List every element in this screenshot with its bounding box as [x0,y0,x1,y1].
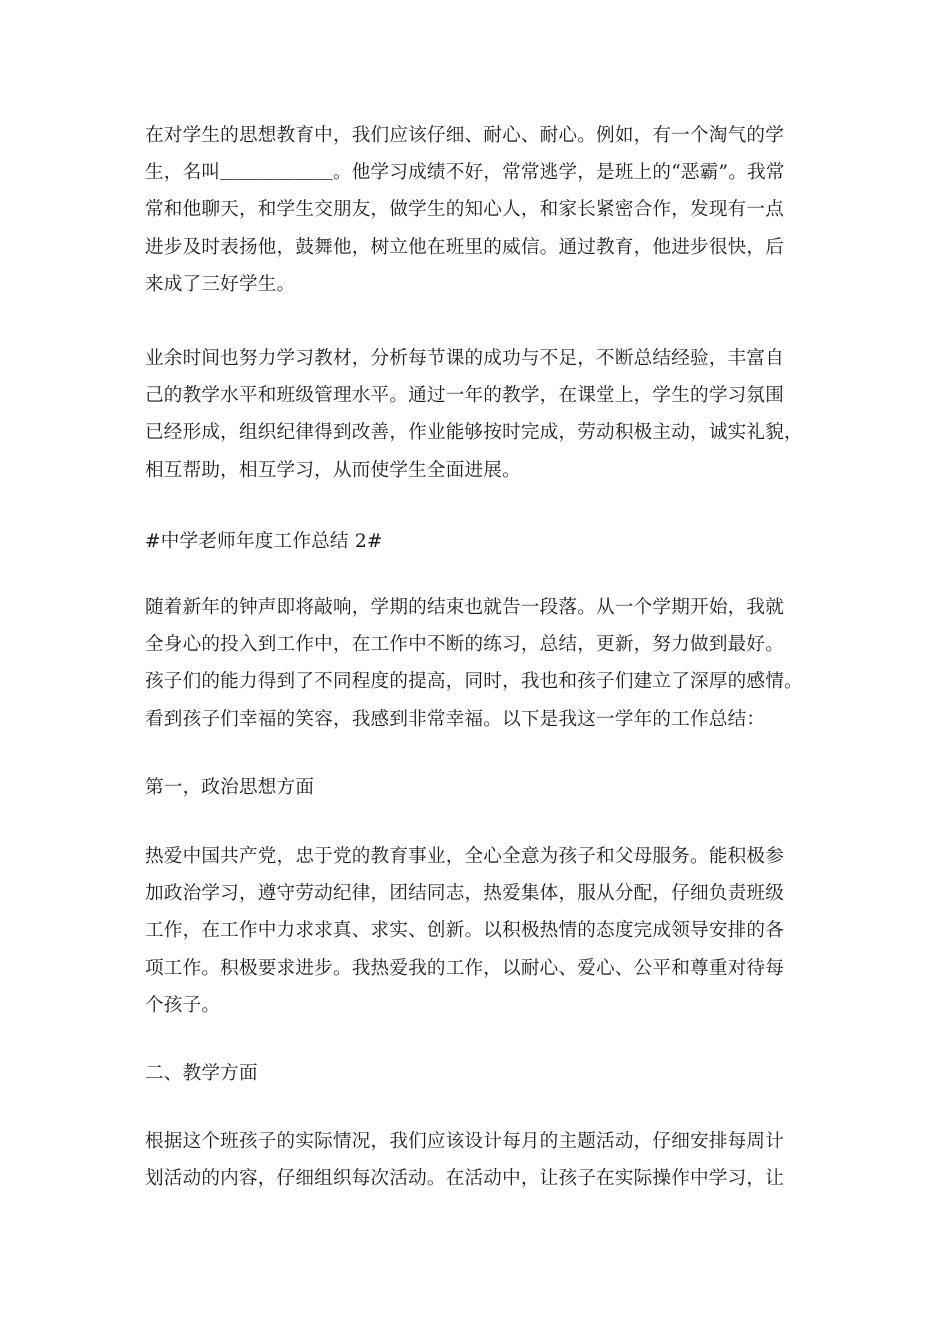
paragraph-intro [145,589,805,738]
text-line: 常和他聊天，和学生交朋友，做学生的知心人，和家长紧密合作，发现有一点 [145,199,784,221]
heading-line: 二、教学方面 [145,1063,258,1084]
paragraph-teaching [145,1123,805,1197]
heading-line: #中学老师年度工作总结 2# [145,531,383,552]
text-line: 相互帮助，相互学习，从而使学生全面进展。 [145,459,521,481]
text-line: 已经形成，组织纪律得到改善，作业能够按时完成，劳动积极主动，诚实礼貌， [145,422,803,444]
text-line: 根据这个班孩子的实际情况，我们应该设计每月的主题活动，仔细安排每周计 [145,1131,784,1152]
paragraph-self-study [145,340,805,489]
paragraph-political [145,838,805,1024]
text-line: 业余时间也努力学习教材，分析每节课的成功与不足，不断总结经验，丰富自 [145,348,784,369]
section-heading-teaching [145,1055,805,1092]
text-line: 划活动的内容，仔细组织每次活动。在活动中，让孩子在实际操作中学习，让 [145,1168,784,1190]
text-line: 孩子们的能力得到了不同程度的提高，同时，我也和孩子们建立了深厚的感情。 [145,671,803,693]
text-line: 加政治学习，遵守劳动纪律，团结同志，热爱集体，服从分配，仔细负责班级 [145,883,784,905]
text-line: 随着新年的钟声即将敲响，学期的结束也就告一段落。从一个学期开始，我就 [145,597,784,618]
text-line: 进步及时表扬他，鼓舞他，树立他在班里的威信。通过教育，他进步很快，后 [145,236,784,258]
text-line: 项工作。积极要求进步。我热爱我的工作，以耐心、爱心、公平和尊重对待每 [145,957,784,979]
section-heading-political [145,769,805,806]
text-line: 热爱中国共产党，忠于党的教育事业，全心全意为孩子和父母服务。能积极参 [145,846,784,867]
heading-line: 第一，政治思想方面 [145,777,315,798]
text-line: 个孩子。 [145,994,221,1016]
text-line: 全身心的投入到工作中，在工作中不断的练习，总结，更新，努力做到最好。 [145,634,784,656]
text-line: 看到孩子们幸福的笑容，我感到非常幸福。以下是我这一学年的工作总结： [145,708,766,730]
text-line: 工作，在工作中力求求真、求实、创新。以积极热情的态度完成领导安排的各 [145,920,784,942]
text-line: 生，名叫＿＿＿＿＿＿。他学习成绩不好，常常逃学，是班上的“恶霸”。我常 [145,162,785,184]
text-line: 己的教学水平和班级管理水平。通过一年的教学，在课堂上，学生的学习氛围 [145,385,784,407]
section-heading-summary-2 [145,523,805,560]
paragraph-student-education [145,117,805,303]
text-line: 来成了三好学生。 [145,273,296,295]
text-line: 在对学生的思想教育中，我们应该仔细、耐心、耐心。例如，有一个淘气的学 [145,125,784,146]
